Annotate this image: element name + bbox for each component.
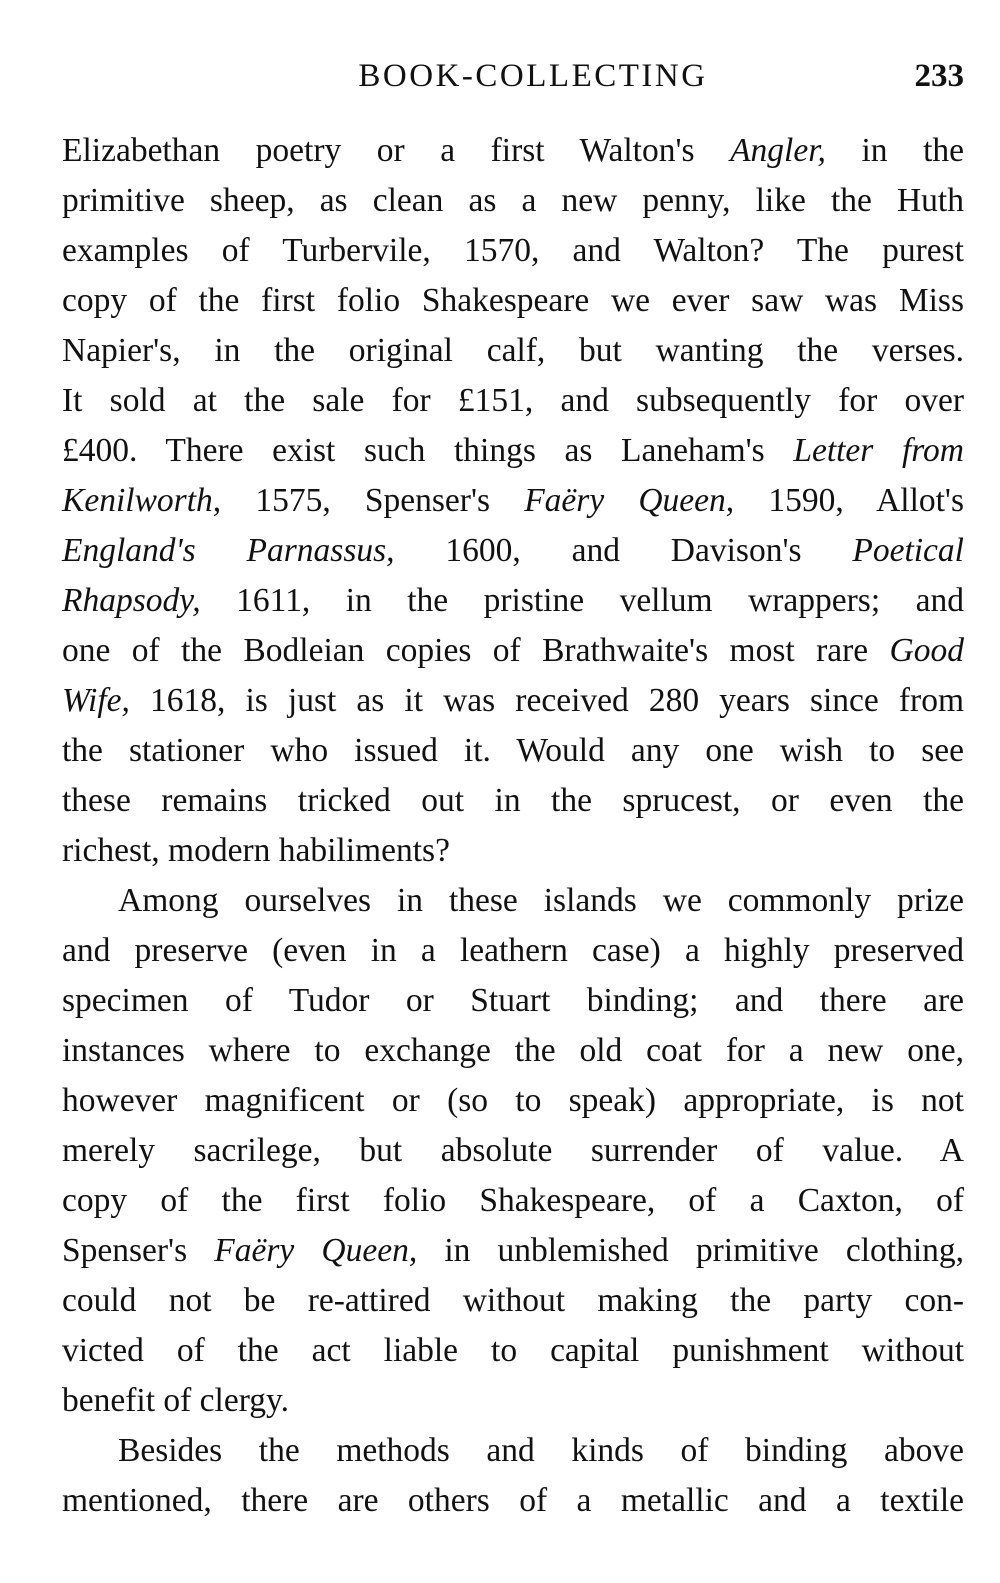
text-run: 1611, in the pristine vellum wrappers; and [200, 582, 964, 619]
text-run: copy of the first folio Shakespeare we ever saw was Miss [62, 282, 964, 319]
text-run: Besides the methods and kinds of binding above [118, 1432, 964, 1469]
text-line [62, 776, 964, 826]
text-run: Elizabethan poetry or a first Walton's [62, 132, 731, 169]
text-run: 1590, Allot's [734, 482, 965, 519]
text-run: examples of Turbervile, 1570, and Walton? The purest [62, 232, 964, 269]
text-line [62, 576, 964, 626]
text-line [62, 876, 964, 926]
text-run: one of the Bodleian copies of Brathwaite's most rare [62, 632, 890, 669]
text-run: primitive sheep, as clean as a new penny, like the Huth [62, 182, 964, 219]
paragraph [62, 1426, 964, 1526]
text-run: Among ourselves in these islands we commonly prize [118, 882, 964, 919]
text-run: It sold at the sale for £151, and subsequently for over [62, 382, 964, 419]
text-run: merely sacrilege, but absolute surrender of value. A [62, 1132, 964, 1169]
text-line [62, 276, 964, 326]
text-line [62, 526, 964, 576]
text-line [62, 1326, 964, 1376]
text-line [62, 926, 964, 976]
body-text [62, 126, 964, 1526]
italic-title: Rhapsody, [62, 582, 201, 619]
text-line [62, 326, 964, 376]
italic-title: Angler, [730, 132, 826, 169]
italic-title: Good [889, 632, 964, 669]
text-run: mentioned, there are others of a metallic and a textile [62, 1482, 964, 1519]
text-run: copy of the first folio Shakespeare, of a Caxton, of [62, 1182, 964, 1219]
text-run: these remains tricked out in the sprucest, or even the [62, 782, 964, 819]
text-line [62, 726, 964, 776]
text-run: in unblemished primitive clothing, [417, 1232, 965, 1269]
text-run: victed of the act liable to capital punishment without [62, 1332, 964, 1369]
text-run: 1600, and Davison's [394, 532, 853, 569]
italic-title: Faëry Queen, [214, 1232, 418, 1269]
paragraph [62, 126, 964, 876]
italic-title: Poetical [852, 532, 964, 569]
page-number: 233 [914, 58, 964, 94]
text-line [62, 976, 964, 1026]
text-run: could not be re-attired without making the party con- [62, 1282, 964, 1319]
text-line [62, 676, 964, 726]
text-run: instances where to exchange the old coat for a new one, [62, 1032, 964, 1069]
text-line [62, 1176, 964, 1226]
text-line [62, 1026, 964, 1076]
text-line [62, 1376, 964, 1426]
text-run: in the [825, 132, 964, 169]
italic-title: Kenilworth, [62, 482, 222, 519]
text-line [62, 1226, 964, 1276]
text-run: and preserve (even in a leathern case) a highly preserved [62, 932, 964, 969]
text-line [62, 476, 964, 526]
page-header [62, 52, 964, 112]
text-run: £400. There exist such things as Laneham's [62, 432, 794, 469]
italic-title: Wife, [62, 682, 130, 719]
text-line [62, 1276, 964, 1326]
text-line [62, 126, 964, 176]
text-line [62, 426, 964, 476]
text-line [62, 376, 964, 426]
text-run: specimen of Tudor or Stuart binding; and there are [62, 982, 964, 1019]
text-line [62, 1476, 964, 1526]
text-line [62, 826, 964, 876]
text-run: 1618, is just as it was received 280 years since from [129, 682, 964, 719]
text-line [62, 1126, 964, 1176]
book-page [62, 52, 964, 1526]
text-line [62, 226, 964, 276]
text-line [62, 1076, 964, 1126]
text-line [62, 176, 964, 226]
italic-title: England's Parnassus, [62, 532, 395, 569]
text-run: richest, modern habiliments? [62, 832, 450, 869]
text-run: Napier's, in the original calf, but wanting the verses. [62, 332, 964, 369]
text-run: 1575, Spenser's [221, 482, 525, 519]
text-run: the stationer who issued it. Would any one wish to see [62, 732, 964, 769]
running-title: BOOK-COLLECTING [358, 58, 708, 94]
italic-title: Faëry Queen, [524, 482, 735, 519]
text-run: benefit of clergy. [62, 1382, 289, 1419]
text-run: Spenser's [62, 1232, 215, 1269]
paragraph [62, 876, 964, 1426]
italic-title: Letter from [793, 432, 964, 469]
text-run: however magnificent or (so to speak) appropriate, is not [62, 1082, 964, 1119]
text-line [62, 626, 964, 676]
text-line [62, 1426, 964, 1476]
